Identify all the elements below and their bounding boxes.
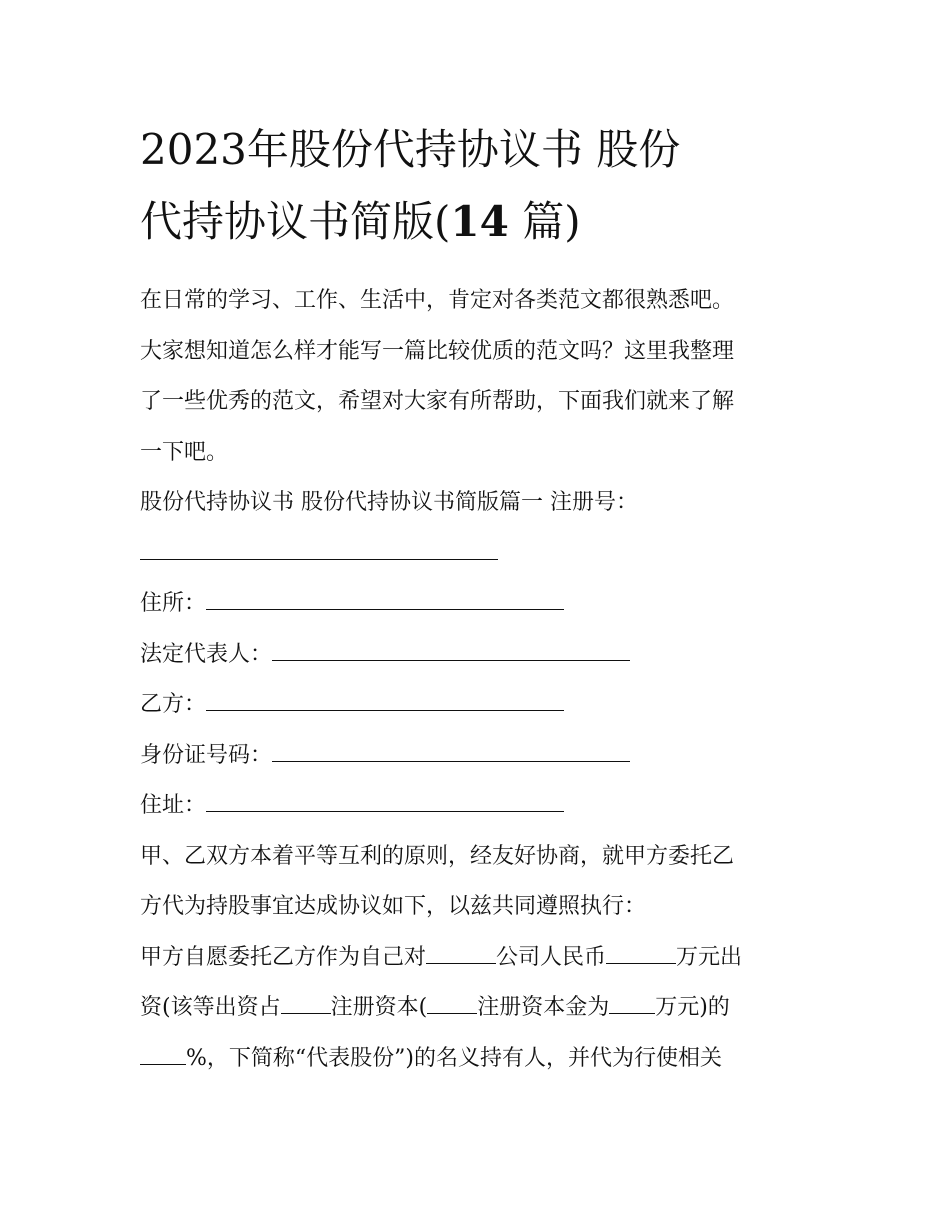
para1-line-2: 方代为持股事宜达成协议如下，以兹共同遵照执行：	[140, 894, 647, 919]
para2-text: 甲方自愿委托乙方作为自己对	[140, 944, 427, 970]
para1-line-1: 甲、乙双方本着平等互利的原则，经友好协商，就甲方委托乙	[140, 843, 735, 869]
party-b-label: 乙方：	[140, 692, 207, 717]
registration-number-blank	[140, 541, 498, 560]
para2-text: 万元)的	[655, 995, 730, 1020]
intro-line-1: 在日常的学习、工作、生活中，肯定对各类范文都很熟悉吧。	[140, 288, 735, 313]
intro-line-2: 大家想知道怎么样才能写一篇比较优质的范文吗？这里我整理	[140, 338, 735, 364]
address-row	[140, 579, 820, 630]
company-blank	[426, 945, 496, 964]
id-number-row	[140, 731, 820, 782]
para2-text: 万元出	[676, 944, 743, 970]
para2-text: 注册资本(	[330, 995, 428, 1020]
registration-number-line	[140, 529, 820, 580]
company-blank	[427, 995, 477, 1014]
para2-text: %，下简称“代表股份”)的名义持有人，并代为行使相关	[186, 1045, 722, 1071]
section-heading: 股份代持协议书 股份代持协议书简版篇一 注册号：	[140, 490, 638, 515]
company-blank	[281, 995, 331, 1014]
amount-blank	[606, 945, 676, 964]
title-line-1: 2023年股份代持协议书 股份	[140, 125, 681, 174]
legal-rep-blank	[272, 642, 630, 661]
document-title	[140, 114, 830, 258]
legal-rep-label: 法定代表人：	[140, 641, 273, 667]
para2-line-2	[140, 983, 820, 1034]
residence-label: 住址：	[140, 793, 207, 818]
residence-blank	[206, 793, 564, 812]
title-line-2-a: 代持协议书简版(	[140, 197, 451, 246]
address-label: 住所：	[140, 591, 207, 616]
intro-line-3: 了一些优秀的范文，希望对大家有所帮助，下面我们就来了解	[140, 389, 735, 414]
para2-line-3	[140, 1034, 820, 1085]
title-line-2-number: 14	[450, 197, 509, 246]
id-number-label: 身份证号码：	[140, 742, 273, 768]
para2-line-1	[140, 933, 820, 984]
address-blank	[206, 591, 564, 610]
intro-line-4: 一下吧。	[140, 439, 229, 465]
party-b-blank	[206, 692, 564, 711]
residence-row	[140, 781, 820, 832]
para2-text: 公司人民币	[496, 944, 607, 970]
para2-text: 注册资本金为	[477, 995, 610, 1020]
capital-blank	[609, 995, 655, 1014]
percent-blank	[140, 1046, 186, 1065]
document-body	[140, 276, 820, 1084]
legal-rep-row	[140, 630, 820, 681]
party-b-row	[140, 680, 820, 731]
title-line-2-b: 篇)	[508, 197, 581, 246]
para2-text: 资(该等出资占	[140, 995, 281, 1020]
id-number-blank	[272, 743, 630, 762]
